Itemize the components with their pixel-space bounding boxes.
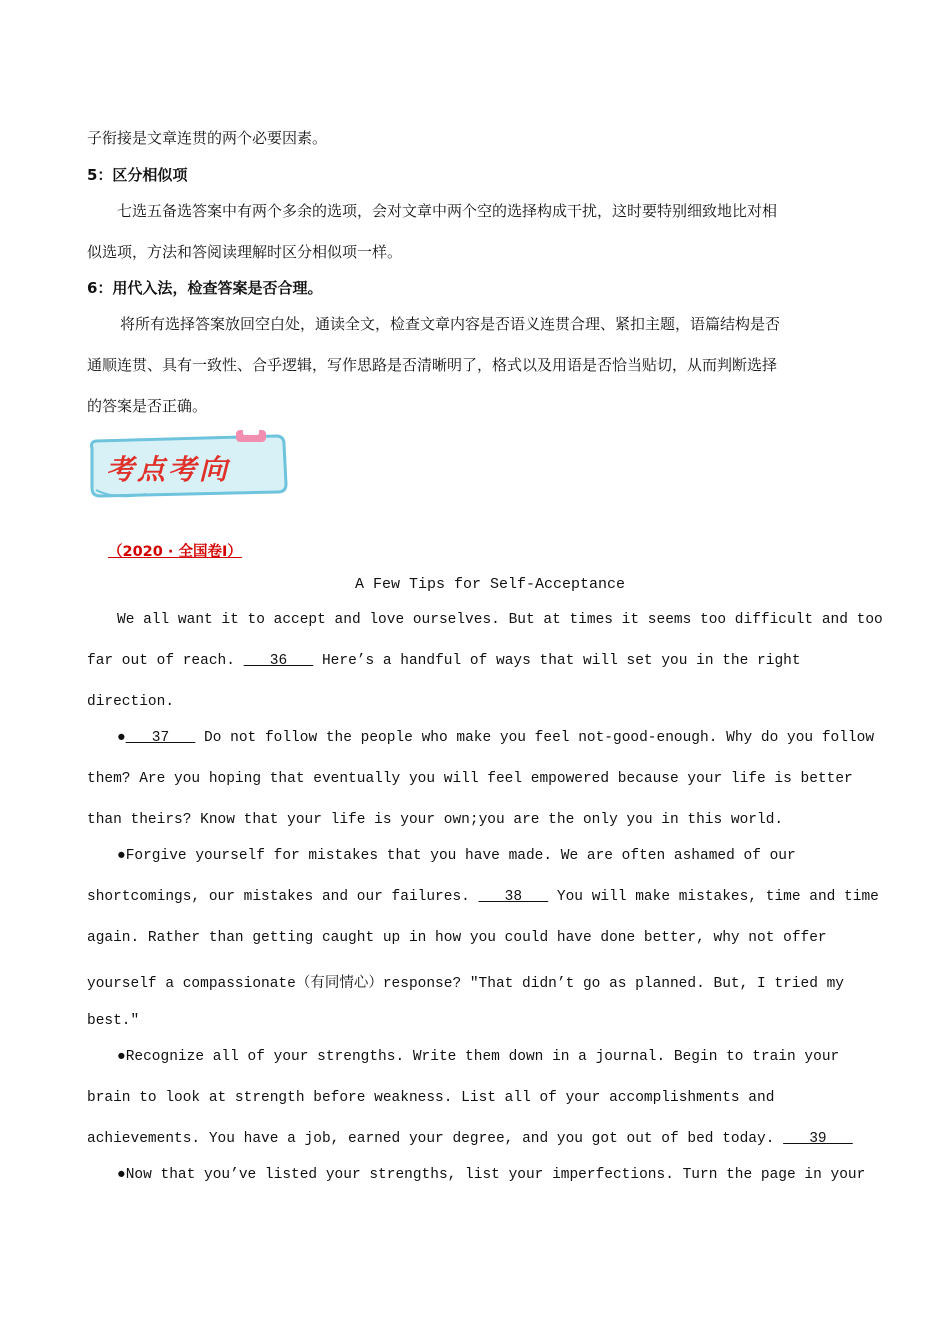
tip5-title: 5：区分相似项 <box>87 166 188 184</box>
banner-title: 考点考向 <box>106 453 231 486</box>
blank-38[interactable]: 38 <box>478 889 549 905</box>
section-banner <box>86 430 290 502</box>
passage-line <box>87 889 879 905</box>
tip5-text-1: 七选五备选答案中有两个多余的选项，会对文章中两个空的选择构成干扰，这时要特别细致地比对相 <box>117 202 778 220</box>
passage-line: ●Forgive yourself for mistakes that you have made. We are often ashamed of our <box>117 848 796 864</box>
passage-line: ●Now that you’ve listed your strengths, list your imperfections. Turn the page in your <box>117 1167 866 1183</box>
passage-line: direction. <box>87 694 175 710</box>
blank-37[interactable]: 37 <box>125 730 196 746</box>
text-run: shortcomings, our mistakes and our failures. <box>87 889 479 905</box>
blank-36[interactable]: 36 <box>243 653 314 669</box>
text-run: achievements. You have a job, earned your degree, and you got out of bed today. <box>87 1131 784 1147</box>
passage-title: A Few Tips for Self-Acceptance <box>354 576 626 593</box>
passage-line <box>87 653 801 669</box>
passage-line: We all want it to accept and love ourselves. But at times it seems too difficult and too <box>117 612 883 628</box>
intro-line: 子衔接是文章连贯的两个必要因素。 <box>87 129 328 147</box>
source-label: （2020 · 全国卷Ⅰ） <box>108 544 242 560</box>
text-run: Do not follow the people who make you feel not-good-enough. Why do you follow <box>195 730 875 746</box>
tip5-text-2: 似选项，方法和答阅读理解时区分相似项一样。 <box>87 243 403 261</box>
text-run: You will make mistakes, time and time <box>548 889 879 905</box>
passage-line: than theirs? Know that your life is your own;you are the only you in this world. <box>87 812 784 828</box>
tip6-text-2: 通顺连贯、具有一致性、合乎逻辑，写作思路是否清晰明了，格式以及用语是否恰当贴切，从而判断选择 <box>87 356 778 374</box>
passage-line: brain to look at strength before weakness. List all of your accomplishments and <box>87 1090 775 1106</box>
paper-clip-icon <box>236 430 266 442</box>
passage-line: ●Recognize all of your strengths. Write them down in a journal. Begin to train your <box>117 1049 840 1065</box>
passage-line: yourself a compassionate（有同情心）response? "That didn’t go as planned. But, I tried my <box>87 976 845 992</box>
tip6-text-1: 将所有选择答案放回空白处，通读全文，检查文章内容是否语义连贯合理、紧扣主题，语篇结构是否 <box>120 315 781 333</box>
passage-line: again. Rather than getting caught up in how you could have done better, why not offer <box>87 930 827 946</box>
passage-line <box>87 1131 853 1147</box>
blank-39[interactable]: 39 <box>783 1131 853 1147</box>
tip6-text-3: 的答案是否正确。 <box>87 397 208 415</box>
passage-line: best." <box>87 1013 140 1029</box>
text-run: Here’s a handful of ways that will set you in the right <box>313 653 801 669</box>
passage-line: them? Are you hoping that eventually you will feel empowered because your life is better <box>87 771 853 787</box>
passage-line <box>117 730 874 746</box>
tip6-title: 6：用代入法，检查答案是否合理。 <box>87 279 323 297</box>
bullet-icon: ● <box>117 730 126 746</box>
text-run: far out of reach. <box>87 653 244 669</box>
